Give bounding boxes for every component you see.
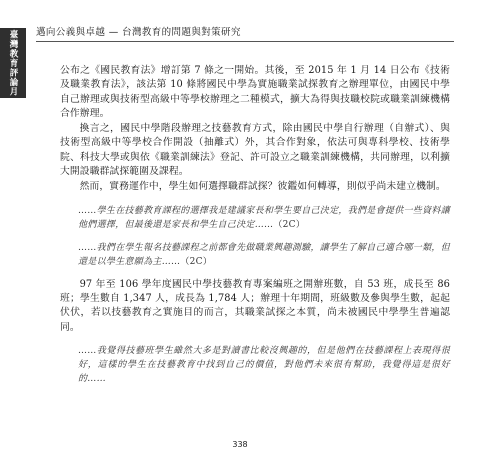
quote-text: ……學生在技藝教育課程的選擇我是建議家長和學生要自己決定，我們是會提供一些資料讓他們選擇，但最後還是家長和學生自己決定…… <box>78 205 451 230</box>
interview-quote-2 <box>78 241 450 269</box>
paragraph-4: 97 年至 106 學年度國民中學技藝教育專案編班之開辦班數，自 53 班，成長至 86 班；學生數自 1,347 人，成長為 1,784 人；辦理十年期間，班級數及參與學生數，起起伏伏，若以技藝教育之實施目的而言，其職業試探之本質，尚未被國民中學學生普遍認同。 <box>60 278 450 333</box>
page-number: 338 <box>232 440 248 449</box>
quote-text: ……我們在學生報名技藝課程之前都會先做職業興趣測驗，讓學生了解自己適合哪一類，但還是以學生意願為主…… <box>78 242 451 267</box>
interview-quote-1 <box>78 204 450 232</box>
paragraph-2: 換言之，國民中學階段辦理之技藝教育方式，除由國民中學自行辦理（自辦式）、與技術型高級中等學校合作開設（抽離式）外，其合作對象，依法可與專科學校、技術學院、科技大學或與依《職業訓練法》登記、許可設立之職業訓練機構，共同辦理，以利擴大開設職群試探範圍及課程。 <box>60 123 450 178</box>
paragraph-3: 然而，實務運作中，學生如何選擇職群試探？彼鑑如何轉導，則似乎尚未建立機制。 <box>79 181 446 193</box>
running-header: 邁向公義與卓越 — 台灣教育的問題與對策研究 <box>36 24 454 42</box>
section-side-tab: 臺灣教育評論月 <box>0 28 26 98</box>
quote-code: （2C） <box>273 219 306 230</box>
quote-code: （2C） <box>180 256 213 267</box>
body-text <box>60 64 450 395</box>
interview-quote-3 <box>78 344 450 386</box>
quote-text: ……我覺得技藝班學生雖然大多是對讀書比較沒興趣的，但是他們在技藝課程上表現得很好，這樣的學生在技藝教育中找到自己的價值，對他們未來很有幫助，我覺得這是很好的…… <box>78 345 450 384</box>
paragraph-1: 公布之《國民教育法》增訂第 7 條之一開始。其後，至 2015 年 1 月 14 日公布《技術及職業教育法》，該法第 10 條將國民中學為實施職業試探教育之辦理單位，由國民中學自己辦理或與技術型高級中等學校辦理之二種模式，擴大為得與技職校院或職業訓練機構合作辦理。 <box>60 65 450 119</box>
